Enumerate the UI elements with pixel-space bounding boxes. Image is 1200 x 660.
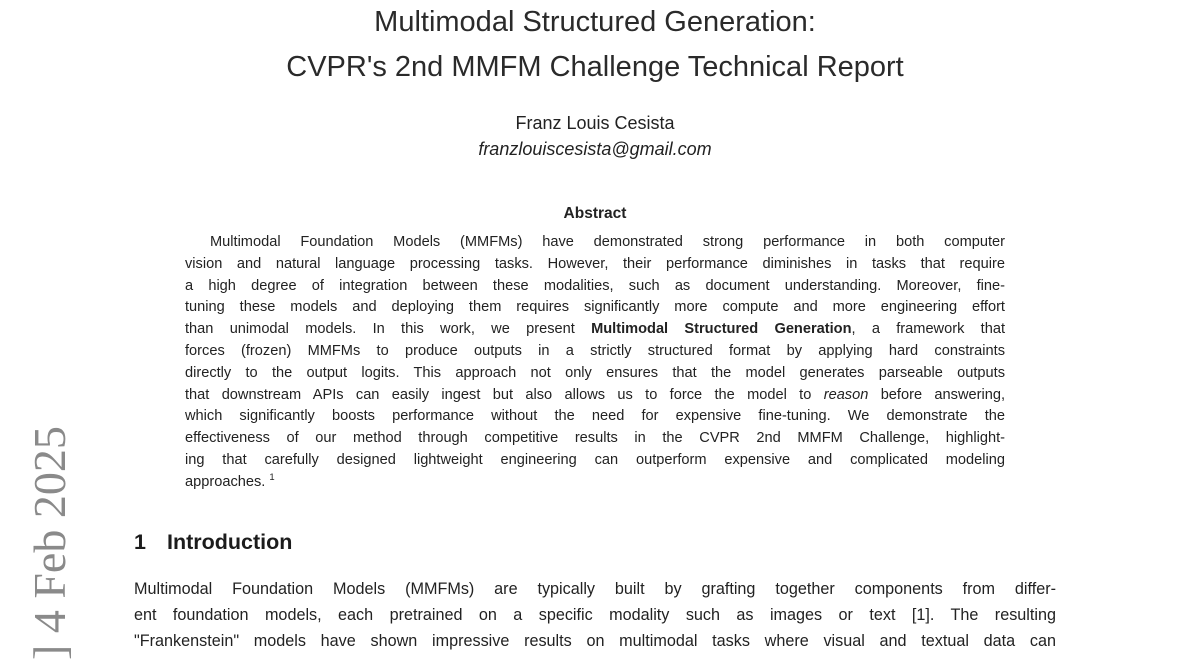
text-line: tuning these models and deploying them requires significantly more compute and more engineering effort <box>185 299 1005 316</box>
author-name: Franz Louis Cesista <box>515 113 675 133</box>
section-heading-introduction <box>134 528 1056 556</box>
text-line: which significantly boosts performance without the need for expensive fine-tuning. We demonstrate the <box>185 408 1005 425</box>
text-line: ent foundation models, each pretrained on a specific modality such as images or text [1]. The resulting <box>134 605 1056 624</box>
abstract-section <box>185 205 1005 494</box>
text-line: ing that carefully designed lightweight engineering can outperform expensive and complicated modeling <box>185 451 1005 468</box>
text-line: Multimodal Foundation Models (MMFMs) have demonstrated strong performance in both computer <box>210 234 1005 250</box>
text-line: that downstream APIs can easily ingest but also allows us to force the model to reason before answering, <box>185 386 1005 403</box>
text-line: vision and natural language processing tasks. However, their performance diminishes in tasks that require <box>185 255 1005 272</box>
text-line: Multimodal Foundation Models (MMFMs) are typically built by grafting together components from differ- <box>134 579 1056 598</box>
abstract-text <box>185 232 1005 494</box>
arxiv-date-watermark: ] 4 Feb 2025 <box>24 426 75 660</box>
text-line: "Frankenstein" models have shown impressive results on multimodal tasks where visual and textual data can <box>134 631 1056 650</box>
section-title: Introduction <box>166 529 293 554</box>
text-line: than unimodal models. In this work, we present Multimodal Structured Generation, a framework that <box>185 321 1006 338</box>
text-line: directly to the output logits. This approach not only ensures that the model generates parseable outputs <box>185 364 1005 381</box>
author-block <box>134 110 1056 163</box>
section-number: 1 <box>134 529 146 554</box>
text-line: approaches. $^1$ <box>185 471 275 490</box>
abstract-heading: Abstract <box>563 205 627 222</box>
text-line: a high degree of integration between these modalities, such as document understanding. Moreover, fine- <box>185 277 1005 294</box>
paper-title-line-2: CVPR's 2nd MMFM Challenge Technical Report <box>286 51 904 83</box>
paper-title <box>134 0 1056 90</box>
paper-page <box>134 0 1056 654</box>
author-email: franzlouiscesista@gmail.com <box>478 139 712 159</box>
introduction-paragraph <box>134 576 1056 654</box>
text-line: effectiveness of our method through competitive results in the CVPR 2nd MMFM Challenge, highlight- <box>185 430 1005 447</box>
text-line: forces (frozen) MMFMs to produce outputs in a strictly structured format by applying hard constraints <box>185 342 1005 359</box>
paper-title-line-1: Multimodal Structured Generation: <box>374 6 816 38</box>
